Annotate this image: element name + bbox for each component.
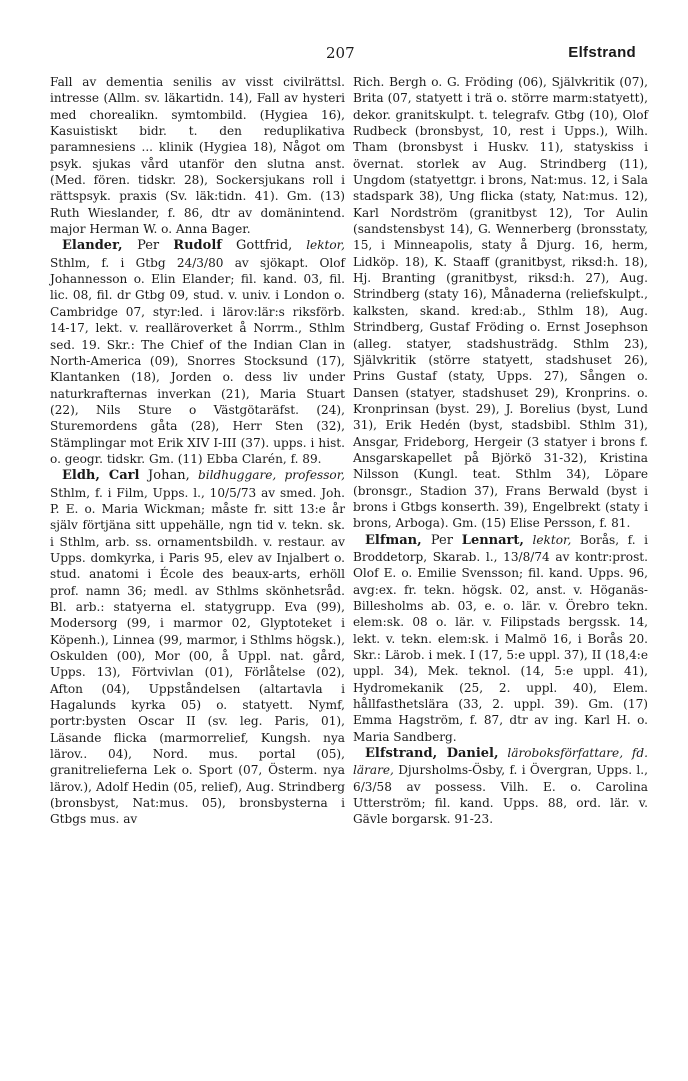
given-name-primary: Carl: [108, 468, 140, 484]
given-name-primary: Lennart,: [461, 532, 524, 548]
entry-name: [62, 238, 292, 253]
entry-continuation-text: Fall av dementia senilis av visst civilrättsl. intresse (Allm. sv. läkartidn. 14), Fall av hysteri med chorealikn. symtombild. (Hygiea 16), Kasuistiskt bidr. t. den reduplikativa paramnesiens ... klinik (Hygiea 18), Något om psyk. sjukas vård utanför den slutna anst. (Med. fören. tidskr. 28), Sockersjukans roll i rättspsyk. praxis (Sv. läk:tidn. 41). Gm. (13) Ruth Wieslander, f. 86, dtr av domänintend. major Herman W. o. Anna Bager.: [50, 75, 345, 237]
surname: Elfman,: [365, 532, 422, 548]
entry-text: Borås, f. i Broddetorp, Skarab. l., 13/8/74 av kontr:prost. Olof E. o. Emilie Svensson; fil. kand. Upps. 96, avg:ex. fr. tekn. högsk. 02, anst. v. Höganäs-Billesholms ab. 03, e. o. lär. v. Örebro tekn. elem:sk. 08 o. lär. v. Filipstads bergssk. 14, lekt. v. tekn. elem:sk. i Malmö 16, i Borås 20. Skr.: Lärob. i mek. I (17, 5:e uppl. 37), II (18,4:e uppl. 34), Mek. teknol. (14, 5:e uppl. 41), Hydromekanik (25, 2. uppl. 40), Elem. hållfasthetslära (33, 2. uppl. 39). Gm. (17) Emma Hagström, f. 87, dtr av ing. Karl H. o. Maria Sandberg.: [353, 532, 649, 744]
entry-text: Sthlm, f. i Film, Upps. l., 10/5/73 av smed. Joh. P. E. o. Maria Wickman; måste fr. sitt 13:e år själv förtjäna sitt uppehälle, ngn tid v. tekn. sk. i Sthlm, arb. ss. ornamentsbildh. v. restaur. av Upps. domkyrka, i Paris 95, elev av Injalbert o. stud. anatomi i École des beaux-arts, erhöll prof. namn 36; medl. av Sthlms skönhetsråd. Bl. arb.: statyerna el. statygrupp. Eva (99), Modersorg (99, i marmor 02, Glyptoteket i Köpenh.), Linnea (99, marmor, i Sthlms högsk.), Oskulden (00), Mor (00, å Uppl. nat. gård, Upps. 13), Förtvivlan (01), Förlåtelse (02), Afton (04), Uppståndelsen (altartavla i Hagalunds kyrka 05) o. statyett. Nymf, portr:bysten Oscar II (sv. leg. Paris, 01), Läsande flicka (marmorrelief, Kungsh. nya lärov.. 04), Nord. mus. portal (05), granitrelieferna Lek o. Sport (07, Österm. nya lärov.), Adolf Hedin (05, relief), Aug. Strindberg (bronsbyst, Nat:mus. 05), bronsbysterna i Gtbgs mus. av: [50, 485, 345, 827]
entry-name: [62, 468, 190, 483]
given-name: Gottfrid,: [236, 238, 293, 254]
occupation: läroboksförfattare, fd. lärare,: [353, 746, 648, 778]
entry-elander: [50, 237, 345, 467]
given-name-primary: Daniel,: [446, 746, 499, 762]
occupation: lektor,: [306, 238, 345, 253]
given-name-primary: Rudolf: [173, 238, 222, 254]
surname: Elander,: [62, 238, 123, 254]
given-name: Per: [430, 532, 453, 548]
page-number: 207: [326, 44, 355, 62]
entry-continuation-text: Rich. Bergh o. G. Fröding (06), Självkritik (07), Brita (07, statyett i trä o. större marm:statyett), dekor. granitskulpt. t. telegrafv. Gtbg (10), Olof Rudbeck (bronsbyst, 10, rest i Upps.), Wilh. Tham (bronsbyst i Huskv. 11), statyskiss i övernat. storlek av Aug. Strindberg (11), Ungdom (statyettgr. i brons, Nat:mus. 12, i Sala stadspark 38), Ung flicka (staty, Nat:mus. 12), Karl Nordström (granitbyst 12), Tor Aulin (sandstensbyst 14), G. Wennerberg (bronsstaty, 15, i Minneapolis, staty å Djurg. 16, herm, Lidköp. 18), K. Staaff (granitbyst, riksd:h. 18), Hj. Branting (granitbyst, riksd:h. 27), Aug. Strindberg (staty 16), Månaderna (reliefskulpt., kalksten, skand. kred:ab., Sthlm 18), Aug. Strindberg, Gustaf Fröding o. Ernst Josephson (alleg. statyer, stadshusträdg. Sthlm 23), Självkritik (större statyett, stadshuset 26), Prins Gustaf (staty, Upps. 27), Sången o. Dansen (statyer, stadshuset 29), Kronprins. o. Kronprinsan (byst. 29), J. Borelius (byst, Lund 31), Erik Hedén (byst, stadsbibl. Sthlm 31), Ansgar, Frideborg, Hergeir (3 statyer i brons f. Ansgarskapellet på Björkö 31-32), Kristina Nilsson (Kungl. teat. Sthlm 34), Löpare (bronsgr., Stadion 37), Frans Berwald (byst i brons i Gtbgs konserth. 39), Engelbrekt (staty i brons, Arboga). Gm. (15) Elise Persson, f. 81.: [353, 75, 648, 531]
entry-name: [365, 533, 524, 548]
entry-elfstrand: [353, 745, 648, 828]
given-name: Per: [137, 238, 160, 254]
entry-text: Djursholms-Ösby, f. i Övergran, Upps. l., 6/3/58 av possess. Vilh. E. o. Carolina Utterström; fil. kand. Upps. 88, ord. lär. v. Gävle borgarsk. 91-23.: [353, 763, 648, 827]
entry-name: [365, 746, 499, 761]
page-header: [0, 44, 688, 68]
entry-elfman: [353, 532, 648, 745]
running-head: Elfstrand: [568, 44, 636, 61]
entry-eldh: [50, 467, 345, 828]
entry-text: Sthlm, f. i Gtbg 24/3/80 av sjökapt. Olof Johannesson o. Elin Elander; fil. kand. 03, fil. lic. 08, fil. dr Gtbg 09, stud. v. univ. i London o. Cambridge 07, styr:led. i lärov:lär:s riksförb. 14-17, lekt. v. realläroverket å Norrm., Sthlm sed. 19. Skr.: The Chief of the Indian Clan in North-America (09), Snorres Stocksund (17), Klantanken (18), Jorden o. dess liv under naturkrafternas inverkan (21), Maria Stuart (22), Nils Sture o Västgötaräfst. (24), Sturemordens gåta (28), Herr Sten (32), Stämplingar mot Erik XIV I-III (37). upps. i hist. o. geogr. tidskr. Gm. (11) Ebba Clarén, f. 89.: [50, 255, 345, 466]
surname: Elfstrand,: [365, 746, 438, 762]
given-name: Johan,: [148, 468, 190, 484]
surname: Eldh,: [62, 468, 100, 484]
right-column: [353, 74, 648, 828]
occupation: bildhuggare, professor,: [198, 468, 345, 483]
left-column: [50, 74, 345, 828]
occupation: lektor,: [532, 532, 572, 547]
